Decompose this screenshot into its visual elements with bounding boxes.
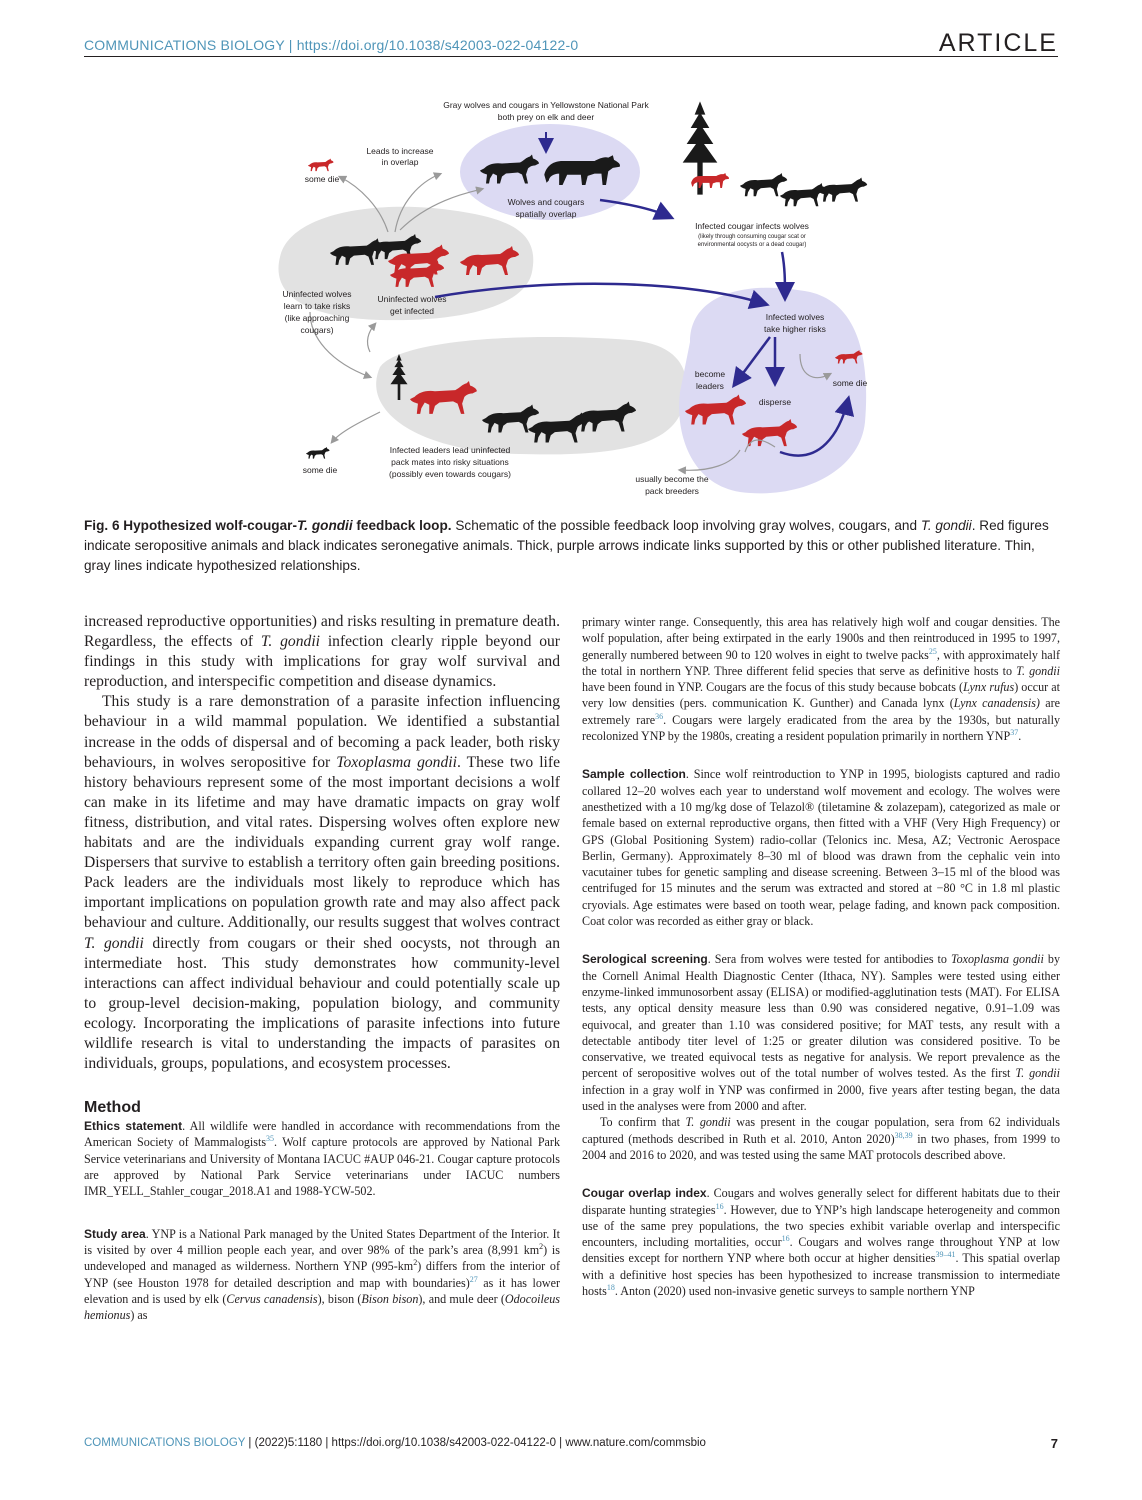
fig-label-somedie-bottom: some die: [302, 465, 338, 475]
text: . All wildlife were handled in accordance with recommendations from the American Society of Mammalogists: [84, 1119, 560, 1150]
italic-text: T. gondii: [1015, 1066, 1060, 1081]
text: infection in a gray wolf in YNP was confirmed in 2000, five years after testing began, the data used in the analyses were from 2000 and after.: [582, 1082, 1060, 1114]
superscript: 2: [539, 1241, 544, 1251]
italic-text: T. gondii: [685, 1115, 731, 1130]
text: increased reproductive opportunities) and risks resulting in premature death. Regardless, the effects of: [84, 613, 560, 651]
fig-label-leads2: in overlap: [381, 157, 419, 167]
fig-label-uninf-get2: get infected: [390, 306, 434, 316]
somedie-wolf-bottom: [306, 447, 330, 459]
somedie-wolf-top: [308, 159, 334, 172]
fig-label-become1: become: [694, 369, 726, 379]
citation-ref[interactable]: 39–41: [935, 1250, 956, 1260]
citation-ref[interactable]: 27: [469, 1274, 478, 1284]
fig-label-infects3: environmental oocysts or a dead cougar): [697, 242, 807, 248]
text: ), and mule deer (: [418, 1291, 505, 1306]
text: To confirm that: [600, 1115, 686, 1130]
cougar-overlap-paragraph: [582, 1185, 1060, 1299]
section-heading-method: Method: [84, 1099, 141, 1117]
caption-text1: Schematic of the possible feedback loop involving gray wolves, cougars, and: [451, 518, 921, 533]
italic-text: T. gondii: [1016, 663, 1060, 678]
text: ) differs from the interior of YNP (see Houston 1978 for detailed description and map with boundaries): [84, 1259, 560, 1290]
study-area-paragraph: [84, 1226, 560, 1324]
confirm-paragraph: [582, 1114, 1060, 1163]
subheading: Serological screening: [582, 952, 708, 967]
fig-label-somedie-top: some die: [304, 174, 340, 184]
text: was present in the cougar population, sera from 62 individuals captured (methods described in Ruth et al. 2010, Anton 2020): [582, 1115, 1061, 1146]
citation-ref[interactable]: 35: [266, 1134, 275, 1144]
citation-ref[interactable]: 38,39: [894, 1130, 913, 1140]
fig-label-leaders1: Infected leaders lead uninfected: [389, 445, 511, 455]
citation-ref[interactable]: 25: [928, 646, 937, 656]
text: . YNP is a National Park managed by the United States Department of the Interior. It is visited by over 4 million people each year, and over 98% of the park’s area (8,991 km: [84, 1226, 560, 1257]
fig-label-disperse: disperse: [758, 397, 792, 407]
superscript: 2: [413, 1258, 418, 1268]
fig-label-leaders3: (possibly even towards cougars): [389, 469, 511, 479]
fig-label-infects1: Infected cougar infects wolves: [695, 221, 809, 231]
figure-6-diagram: [270, 92, 880, 502]
fig-label-leads1: Leads to increase: [366, 146, 434, 156]
caption-label: Fig. 6 Hypothesized wolf-cougar-: [84, 518, 297, 533]
text: . Wolf capture protocols are approved by National Park Service veterinarians and University of Montana IACUC #AUP 046-21. Cougar capture protocols are approved by National Park Service veterinarians under IACUC numbers IMR_YELL_Stahler_cougar_2018.A1 and 1988-YCW-502.: [84, 1135, 560, 1199]
text: . However, due to YNP’s high landscape heterogeneity and common use of the same prey populations, the two species exhibit variable overlap and interspecific encounters, including mortalities, occur: [582, 1202, 1060, 1250]
italic-text: Odocoileus hemionus: [84, 1291, 560, 1323]
citation-ref[interactable]: 18: [606, 1282, 615, 1292]
text: . Anton (2020) used non-invasive genetic surveys to sample northern YNP: [614, 1283, 975, 1298]
italic-text: Lynx canadensis): [953, 696, 1040, 711]
fig-label-breeders2: pack breeders: [645, 486, 699, 496]
fig-label-top1: Gray wolves and cougars in Yellowstone National Park: [443, 100, 649, 110]
fig-label-breeders1: usually become the: [635, 474, 709, 484]
text: , with approximately half the total in northern YNP. Three different felid species that serve as definitive hosts to: [582, 647, 1061, 678]
caption-italic: T. gondii: [920, 518, 972, 533]
italic-text: Cervus canadensis: [226, 1291, 318, 1306]
text: primary winter range. Consequently, this area has relatively high wolf and cougar densities. The wolf population, after being extirpated in the early 1900s and then reintroduced in 1995 to 1997, generally numbered between 90 to 120 wolves in eight to twelve packs: [582, 615, 1060, 662]
fig-label-higher1: Infected wolves: [765, 312, 825, 322]
text: . This spatial overlap with a definitive host species has been hypothesized to increase transmission to intermediate hosts: [582, 1251, 1060, 1298]
text: in two phases, from 1999 to 2004 and 2016 to 2020, and was tested using the same MAT protocols described above.: [582, 1131, 1061, 1162]
text: . Since wolf reintroduction to YNP in 1995, biologists captured and radio collared 12–20 wolves each year to understand wolf movement and ecology. The wolves were anesthetized with a 10 mg/kg dose of Telazol® (tiletamine & zolazepam), categorized as male or female based on external reproductive organs, then fitted with a VHF (Very High Frequency) or GPS (Global Positioning System) radio-collar (Telonics inc. Mesa, AZ; Vectronic Aerospace Berlin, Germany). Approximately 8–30 ml of blood was drawn from the cephalic vein into vacutainer tubes for genetic sampling and disease screening. Between 3–15 ml of the blood was centrifuged for 15 minutes and the serum was extracted and stored at −80 °C in 1.8 ml plastic cryovials. Age estimates were based on tooth wear, pelage fading, and known pack composition. Coat color was recorded as either gray or black.: [582, 767, 1060, 929]
caption-label-end: feedback loop.: [352, 518, 452, 533]
text: directly from cougars or their shed oocysts, not through an intermediate host. This study demonstrates how community-level interactions can affect individual behaviour and could potentially scale up to group-level decision-making, population biology, and community ecology. Incorporating the implications of parasite infections into future wildlife research is vital to understanding the impacts of parasites on individuals, groups, populations, and ecosystem processes.: [84, 934, 560, 1073]
subheading: Sample collection: [582, 767, 686, 782]
ethics-paragraph: [84, 1118, 560, 1199]
italic-text: Toxoplasma gondii: [336, 753, 457, 771]
fig-label-top2: both prey on elk and deer: [497, 112, 595, 122]
serological-paragraph: [582, 951, 1060, 1114]
fig-label-overlap1: Wolves and cougars: [507, 197, 585, 207]
text: ) as: [130, 1308, 148, 1323]
study-area-continued: [582, 614, 1060, 744]
caption-text2: . Red figures indicate seropositive animals and black indicates seronegative animals. Thick, purple arrows indicate links supported by this or other published literature. Thin, gray lines indicate hypothesized relationships.: [84, 518, 1049, 573]
text: This study is a rare demonstration of a parasite infection influencing behaviour in a wild mammal population. We identified a substantial increase in the odds of dispersal and of becoming a pack leader, both risky behaviours, in wolves seropositive for: [84, 693, 560, 771]
fig-label-uninf-risk2: learn to take risks: [283, 301, 351, 311]
subheading: Cougar overlap index: [582, 1186, 707, 1201]
sample-collection-paragraph: [582, 766, 1060, 929]
running-header-journal: COMMUNICATIONS BIOLOGY | https://doi.org/10.1038/s42003-022-04122-0: [84, 37, 579, 53]
left-column: [84, 612, 560, 1323]
text: infection clearly ripple beyond our findings in this study with implications for gray wolf survival and reproduction, and interspecific competition and disease dynamics.: [84, 633, 560, 691]
fig-label-uninf-get1: Uninfected wolves: [377, 294, 447, 304]
fig-label-uninf-risk1: Uninfected wolves: [282, 289, 352, 299]
paragraph-1: [84, 612, 560, 692]
page-footer: [84, 1437, 706, 1449]
italic-text: Lynx rufus: [963, 680, 1015, 695]
fig-label-somedie-right: some die: [832, 378, 868, 388]
text: as it has lower elevation and is used by elk (: [84, 1275, 560, 1306]
fig-label-higher2: take higher risks: [764, 324, 826, 334]
text: ) is undeveloped and managed as wilderness. Northern YNP (995-km: [84, 1242, 560, 1274]
text: . These two life history behaviours represent some of the most important decisions a wolf can make in its lifetime and may have dramatic impacts on gray wolf fitness, distribution, and vital rates. Dispersing wolves often explore new habitats and are the individuals expanding current gray wolf range. Dispersers that survive to establish a territory often gain breeding positions. Pack leaders are the individuals most likely to reproduce which has important implications on population growth rate and may also affect pack behaviour and culture. Additionally, our results suggest that wolves contract: [84, 753, 561, 932]
italic-text: Bison bison: [361, 1291, 419, 1306]
fig-label-uninf-risk3: (like approaching: [284, 313, 350, 323]
italic-text: Toxoplasma gondii: [950, 952, 1044, 967]
header-rule: [84, 56, 1058, 57]
footer-citation: | (2022)5:1180 | https://doi.org/10.1038/s42003-022-04122-0 | www.nature.com/commsbio: [245, 1437, 706, 1449]
italic-text: T. gondii: [260, 633, 320, 651]
text: . Cougars and wolves range throughout YNP at low densities except for northern YNP where both occur at higher densities: [582, 1235, 1061, 1266]
infection-scene: [683, 101, 868, 206]
italic-text: T. gondii: [84, 934, 144, 952]
article-type-label: ARTICLE: [938, 29, 1058, 57]
fig-label-uninf-risk4: cougars): [300, 325, 334, 335]
text: are extremely rare: [582, 696, 1060, 727]
fig-label-become2: leaders: [696, 381, 724, 391]
citation-ref[interactable]: 37: [1010, 728, 1019, 738]
subheading: Study area: [84, 1226, 146, 1241]
subheading: Ethics statement: [84, 1119, 183, 1134]
page-number: 7: [1050, 1436, 1058, 1451]
text: .: [1018, 729, 1022, 744]
footer-journal: COMMUNICATIONS BIOLOGY: [84, 1437, 246, 1449]
citation-ref[interactable]: 16: [781, 1234, 790, 1244]
citation-ref[interactable]: 16: [715, 1201, 724, 1211]
fig-label-leaders2: pack mates into risky situations: [391, 457, 509, 467]
text: by the Cornell Animal Health Diagnostic Center (Ithaca, NY). Samples were tested using either enzyme-linked immunosorbent assay (ELISA) or modified-agglutination tests (MAT). For ELISA tests, any optical density measure less than 0.90 was considered negative, 0.91–1.09 was equivocal, and greater than 1.10 was considered positive; for MAT tests, any result with a detectable antibody titer level of 1:25 or greater dilution was considered positive. To be conservative, we treated equivocal tests as negative for analysis. We report prevalence as the percent of seropositive wolves out of the total number of wolves tested. As the first: [582, 952, 1061, 1081]
right-column: [582, 614, 1060, 1299]
text: . Cougars were largely eradicated from the area by the 1930s, but naturally recolonized YNP by the 1980s, creating a resident population primarily in northern YNP: [582, 712, 1060, 744]
figure-caption: [84, 516, 1060, 576]
fig-label-overlap2: spatially overlap: [515, 209, 577, 219]
citation-ref[interactable]: 36: [655, 711, 664, 721]
caption-label-italic: T. gondii: [296, 518, 353, 533]
fig-label-infects2: (likely through consuming cougar scat or: [698, 234, 806, 240]
text: have been found in YNP. Cougars are the focus of this study because bobcats (: [582, 680, 964, 695]
paragraph-2: [84, 692, 560, 1074]
text: ), bison (: [317, 1291, 362, 1306]
text: ) occur at very low densities (pers. communication K. Gunther) and Canada lynx (: [582, 680, 1060, 711]
text: . Sera from wolves were tested for antibodies to: [707, 952, 951, 967]
text: . Cougars and wolves generally select for different habitats due to their disparate hunting strategies: [582, 1186, 1060, 1217]
